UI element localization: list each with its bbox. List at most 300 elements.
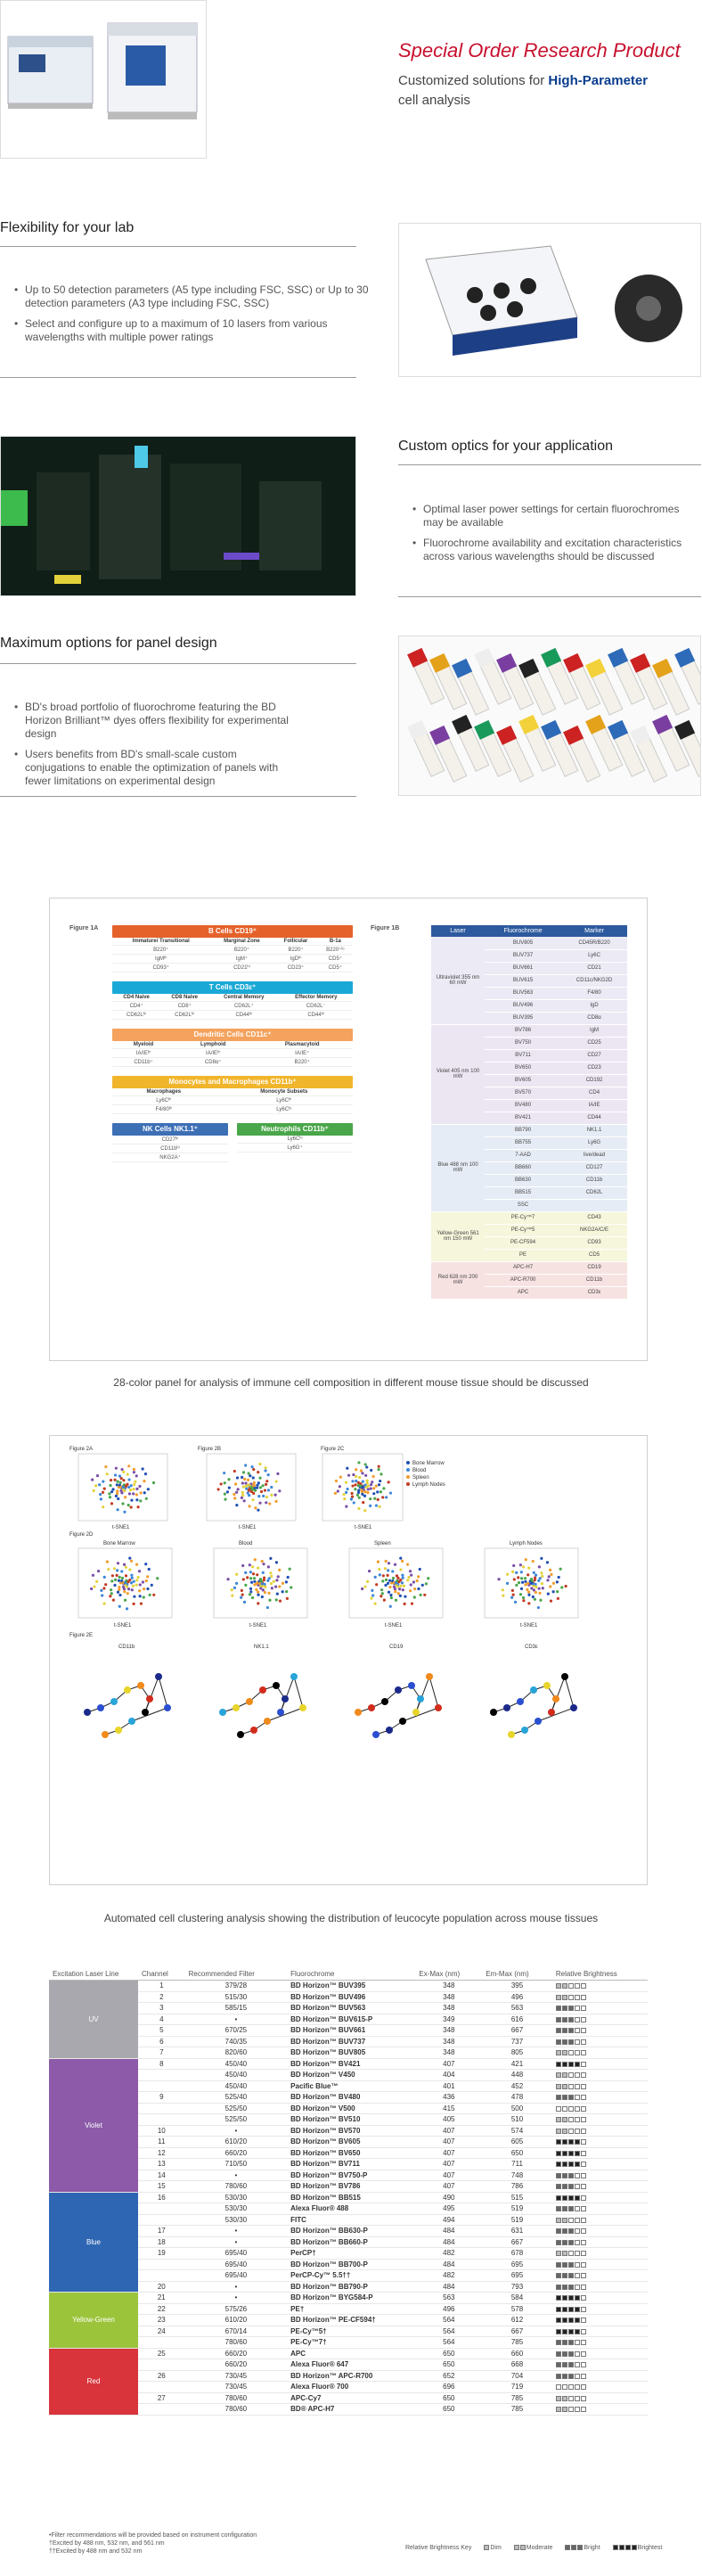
- tsne-point: [274, 1494, 277, 1497]
- tsne-point: [261, 1560, 264, 1563]
- tsne-point: [381, 1579, 384, 1582]
- trajectory-node: [250, 1727, 257, 1734]
- tissue-label: Lymph Nodes: [510, 1541, 543, 1546]
- tsne-point: [231, 1595, 233, 1597]
- fluorochrome-table: [49, 1968, 648, 2416]
- footnote: †Excited by 488 nm, 532 nm, and 561 nm: [49, 2540, 165, 2547]
- tsne-point: [243, 1601, 246, 1604]
- tsne-point: [506, 1582, 509, 1585]
- tsne-point: [110, 1479, 112, 1481]
- tsne-point: [144, 1563, 147, 1565]
- tsne-point: [245, 1485, 248, 1488]
- tsne-point: [541, 1582, 543, 1585]
- tsne-point: [91, 1479, 94, 1481]
- tsne-point: [337, 1489, 339, 1492]
- tsne-point: [526, 1582, 529, 1585]
- tsne-point: [127, 1504, 130, 1506]
- tsne-point: [127, 1486, 130, 1489]
- tsne-point: [346, 1467, 348, 1470]
- tsne-point: [546, 1561, 549, 1563]
- tsne-point: [360, 1469, 363, 1472]
- tsne-point: [556, 1580, 559, 1583]
- tsne-point: [517, 1576, 519, 1579]
- instrument-photo: [0, 0, 207, 159]
- tsne-point: [257, 1509, 259, 1512]
- tsne-point: [148, 1568, 151, 1571]
- tsne-point: [356, 1494, 359, 1497]
- tsne-point: [399, 1568, 402, 1571]
- table-row: 26 730/45 BD Horizon™ APC-R700 652 704: [49, 2370, 648, 2382]
- tsne-point: [257, 1602, 259, 1604]
- tsne-point: [145, 1497, 148, 1500]
- tsne-point: [535, 1591, 537, 1594]
- tsne-point: [110, 1502, 113, 1505]
- tsne-point: [527, 1566, 530, 1569]
- tsne-point: [279, 1600, 282, 1603]
- tsne-point: [276, 1593, 279, 1596]
- tsne-point: [249, 1593, 251, 1596]
- tissue-label: Blood: [239, 1541, 253, 1546]
- trajectory-edge: [403, 1708, 438, 1721]
- table-row: 18 • BD Horizon™ BB660-P 484 667: [49, 2236, 648, 2248]
- tsne-point: [118, 1605, 121, 1608]
- tsne-point: [275, 1480, 278, 1482]
- tsne-point: [355, 1480, 357, 1482]
- tsne-point: [249, 1571, 252, 1573]
- tsne-point: [365, 1465, 368, 1468]
- page-title: Special Order Research Product: [398, 39, 681, 62]
- tsne-point: [235, 1491, 238, 1494]
- tsne-point: [358, 1476, 361, 1479]
- table-row: 20 • BD Horizon™ BB790-P 484 793: [49, 2281, 648, 2293]
- tsne-point: [251, 1596, 254, 1599]
- tsne-point: [126, 1607, 128, 1610]
- reagent-vials-photo: [398, 636, 701, 796]
- trajectory-edge: [132, 1708, 167, 1721]
- tsne-point: [138, 1589, 141, 1592]
- bullet: • Users benefits from BD's small-scale custom conjugations to enable the optimization of panels with fewer limitations on experimental design: [12, 748, 289, 788]
- tsne-point: [240, 1596, 242, 1599]
- tsne-point: [370, 1597, 372, 1600]
- tsne-point: [268, 1502, 271, 1505]
- tsne-point: [116, 1508, 118, 1511]
- tsne-point: [334, 1492, 337, 1495]
- tsne-point: [96, 1474, 99, 1477]
- figure-label: Figure 2A: [69, 1447, 94, 1452]
- tsne-point: [385, 1579, 388, 1581]
- tsne-point: [413, 1596, 416, 1598]
- tsne-point: [402, 1577, 404, 1579]
- tsne-point: [228, 1487, 231, 1489]
- tsne-point: [116, 1569, 118, 1571]
- tsne-point: [124, 1599, 127, 1602]
- tsne-point: [143, 1480, 145, 1482]
- tsne-point: [409, 1570, 412, 1572]
- tsne-point: [256, 1487, 258, 1489]
- tsne-point: [369, 1505, 371, 1507]
- tsne-point: [135, 1493, 138, 1496]
- bullet: • Optimal laser power settings for certain fluorochromes may be available: [411, 503, 696, 529]
- tsne-point: [102, 1491, 104, 1494]
- tsne-point: [365, 1486, 368, 1489]
- tsne-point: [139, 1595, 142, 1597]
- tsne-point: [380, 1588, 383, 1591]
- tsne-point: [367, 1488, 370, 1490]
- trajectory-node: [115, 1727, 122, 1734]
- tsne-point: [94, 1484, 97, 1487]
- trajectory-node: [164, 1704, 171, 1711]
- table-row: 4 • BD Horizon™ BUV615-P 349 616: [49, 2014, 648, 2025]
- table-row: 11 610/20 BD Horizon™ BV605 407 605: [49, 2137, 648, 2148]
- tsne-point: [512, 1564, 515, 1567]
- tsne-point: [385, 1560, 388, 1563]
- tsne-point: [264, 1469, 266, 1472]
- trajectory-node: [102, 1731, 109, 1738]
- tsne-point: [260, 1579, 263, 1582]
- tsne-point: [265, 1483, 267, 1486]
- tsne-point: [110, 1490, 113, 1493]
- population-title: B Cells CD19⁺: [112, 925, 353, 938]
- trajectory-node: [570, 1704, 577, 1711]
- tsne-point: [127, 1580, 129, 1583]
- tsne-point: [419, 1568, 421, 1571]
- tsne-point: [410, 1573, 412, 1576]
- tsne-point: [399, 1595, 402, 1597]
- tsne-point: [244, 1464, 247, 1466]
- tsne-point: [136, 1576, 139, 1579]
- table-row: 5 670/25 BD Horizon™ BUV661 348 667: [49, 2025, 648, 2037]
- tsne-point: [497, 1578, 500, 1580]
- tsne-point: [114, 1473, 117, 1476]
- tsne-point: [130, 1505, 133, 1508]
- table-row: 23 610/20 BD Horizon™ PE-CF594† 564 612: [49, 2315, 648, 2326]
- tsne-point: [252, 1476, 255, 1479]
- tsne-point: [362, 1501, 364, 1504]
- tsne-point: [502, 1588, 504, 1591]
- tsne-point: [398, 1587, 401, 1590]
- trajectory-node: [412, 1709, 420, 1716]
- tsne-point: [132, 1492, 135, 1495]
- table-row: 2 515/30 BD Horizon™ BUV496 348 496: [49, 1991, 648, 2003]
- tsne-point: [518, 1581, 520, 1584]
- tsne-point: [137, 1505, 140, 1508]
- tsne-point: [361, 1493, 363, 1496]
- tsne-point: [533, 1588, 535, 1591]
- tsne-point: [118, 1576, 121, 1579]
- column-header: Relative Brightness: [552, 1968, 648, 1981]
- tsne-point: [123, 1511, 126, 1514]
- trajectory-node: [233, 1704, 240, 1711]
- tsne-point: [241, 1476, 243, 1479]
- tsne-point: [117, 1562, 119, 1564]
- tsne-point: [397, 1580, 400, 1583]
- tsne-point: [366, 1491, 369, 1494]
- table-row: Yellow-Green 21 • BD Horizon™ BYG584-P 563 584: [49, 2293, 648, 2304]
- tsne-point: [559, 1568, 562, 1571]
- tsne-point: [263, 1579, 265, 1581]
- tsne-point: [537, 1579, 540, 1582]
- tsne-point: [117, 1497, 119, 1500]
- figure-label: Figure 2C: [321, 1447, 345, 1452]
- tsne-point: [259, 1587, 262, 1589]
- tsne-point: [547, 1593, 550, 1596]
- figure-2-panel: [49, 1435, 648, 1885]
- tsne-point: [401, 1560, 404, 1563]
- brightness-key: [405, 2545, 662, 2551]
- tsne-point: [261, 1582, 264, 1585]
- tsne-point: [135, 1474, 138, 1477]
- tsne-point: [133, 1596, 135, 1598]
- figure-label: Figure 2B: [198, 1447, 222, 1452]
- tsne-point: [513, 1578, 516, 1580]
- trajectory-edge: [267, 1708, 303, 1721]
- tsne-point: [546, 1579, 549, 1581]
- tsne-point: [130, 1499, 133, 1502]
- tsne-point: [540, 1571, 543, 1574]
- tsne-point: [146, 1575, 149, 1578]
- tsne-point: [127, 1592, 129, 1595]
- trajectory-node: [490, 1709, 497, 1716]
- cell-population-groups: [112, 925, 353, 1162]
- tsne-point: [364, 1474, 367, 1477]
- tsne-point: [249, 1563, 251, 1566]
- trajectory-node: [503, 1704, 510, 1711]
- tsne-point: [524, 1577, 526, 1579]
- tsne-point: [264, 1489, 266, 1491]
- tsne-point: [409, 1589, 412, 1592]
- tsne-point: [351, 1484, 354, 1487]
- tsne-point: [535, 1586, 537, 1588]
- tsne-point: [250, 1465, 253, 1468]
- legend-swatch: [406, 1461, 410, 1464]
- tsne-point: [220, 1482, 223, 1485]
- trajectory-node: [381, 1698, 388, 1705]
- tsne-point: [276, 1473, 279, 1475]
- table-row: Violet 8 450/40 BD Horizon™ BV421 407 421: [49, 2058, 648, 2070]
- tsne-point: [387, 1582, 389, 1585]
- figure-1-panel: [49, 898, 648, 1361]
- table-row: 3 585/15 BD Horizon™ BUV563 348 563: [49, 2003, 648, 2014]
- tsne-point: [119, 1481, 122, 1484]
- column-header: Channel: [138, 1968, 185, 1981]
- tsne-point: [241, 1497, 243, 1499]
- tsne-point: [371, 1589, 373, 1592]
- tsne-point: [248, 1505, 250, 1507]
- trajectory-node: [84, 1709, 91, 1716]
- tsne-point: [241, 1564, 244, 1567]
- tsne-point: [258, 1463, 261, 1465]
- tsne-point: [363, 1495, 366, 1497]
- tsne-point: [129, 1489, 132, 1491]
- tsne-point: [395, 1581, 397, 1584]
- tsne-point: [102, 1602, 105, 1604]
- tsne-point: [139, 1499, 142, 1502]
- tsne-point: [372, 1492, 375, 1495]
- tissue-label: Spleen: [374, 1541, 391, 1546]
- tsne-point: [282, 1582, 284, 1585]
- tsne-point: [244, 1571, 247, 1574]
- trajectory-node: [548, 1709, 555, 1716]
- tsne-point: [363, 1490, 366, 1493]
- tsne-point: [95, 1580, 98, 1583]
- tsne-point: [224, 1481, 226, 1484]
- tsne-point: [243, 1478, 246, 1481]
- tsne-point: [278, 1585, 281, 1587]
- tsne-point: [377, 1498, 380, 1501]
- tsne-point: [113, 1567, 116, 1570]
- tsne-point: [274, 1586, 277, 1588]
- tsne-point: [526, 1573, 529, 1576]
- axis-label: t-SNE1: [112, 1525, 130, 1530]
- trajectory-node: [399, 1718, 406, 1725]
- tsne-point: [522, 1565, 525, 1568]
- tsne-point: [247, 1491, 249, 1494]
- tsne-point: [388, 1562, 390, 1564]
- figure-2-caption: Automated cell clustering analysis showing the distribution of leucocyte population across mouse tissues: [103, 1912, 599, 1924]
- trajectory-node: [277, 1709, 284, 1716]
- trajectory-node: [264, 1718, 271, 1725]
- tsne-point: [122, 1471, 125, 1473]
- tsne-point: [346, 1488, 348, 1490]
- tissue-label: Bone Marrow: [103, 1541, 135, 1546]
- tsne-point: [135, 1498, 138, 1501]
- tsne-point: [371, 1481, 373, 1483]
- table-row: 525/50 BD Horizon™ BV510 405 510: [49, 2114, 648, 2126]
- trajectory-node: [395, 1686, 402, 1694]
- table-row: 14 • BD Horizon™ BV750-P 407 748: [49, 2170, 648, 2181]
- tsne-point: [402, 1588, 404, 1591]
- tsne-point: [250, 1581, 253, 1584]
- tsne-point: [374, 1576, 377, 1579]
- tsne-point: [378, 1483, 380, 1486]
- tsne-point: [242, 1471, 245, 1473]
- tsne-point: [264, 1591, 266, 1594]
- trajectory-node: [408, 1682, 415, 1689]
- tsne-point: [267, 1592, 270, 1595]
- tsne-point: [270, 1575, 273, 1578]
- trajectory-node: [372, 1731, 380, 1738]
- tsne-point: [151, 1584, 153, 1587]
- tsne-point: [375, 1485, 378, 1488]
- tsne-point: [550, 1600, 552, 1603]
- tsne-point: [241, 1481, 244, 1484]
- tsne-point: [124, 1581, 127, 1584]
- tsne-point: [132, 1488, 135, 1490]
- trajectory-node: [219, 1709, 226, 1716]
- tsne-point: [93, 1489, 95, 1492]
- tsne-point: [122, 1479, 125, 1481]
- tsne-point: [251, 1565, 254, 1568]
- page-subtitle: [398, 71, 665, 111]
- tsne-point: [243, 1499, 246, 1502]
- tsne-point: [92, 1574, 94, 1577]
- tsne-point: [290, 1586, 292, 1588]
- figure-label: Figure 1B: [371, 925, 400, 931]
- tsne-point: [233, 1497, 236, 1499]
- tsne-point: [241, 1491, 244, 1494]
- tsne-point: [552, 1582, 555, 1585]
- trajectory-edge: [565, 1677, 574, 1708]
- tsne-point: [115, 1574, 118, 1577]
- tsne-point: [261, 1596, 264, 1598]
- trajectory-node: [552, 1695, 559, 1702]
- tsne-point: [380, 1473, 382, 1475]
- legend-entry: Lymph Nodes: [412, 1482, 445, 1488]
- tsne-point: [342, 1493, 345, 1496]
- tsne-point: [102, 1505, 104, 1508]
- column-header: Em-Max (nm): [482, 1968, 552, 1981]
- table-row: 530/30 FITC 494 519: [49, 2214, 648, 2226]
- table-row: 24 670/14 PE-Cy™5† 564 667: [49, 2326, 648, 2337]
- tsne-point: [241, 1594, 244, 1596]
- tsne-point: [361, 1486, 363, 1489]
- tsne-point: [140, 1603, 143, 1605]
- tsne-point: [376, 1490, 379, 1493]
- tsne-point: [345, 1505, 347, 1507]
- tsne-point: [278, 1489, 281, 1492]
- tsne-point: [109, 1496, 111, 1498]
- table-row: 780/60 BD® APC-H7 650 785: [49, 2404, 648, 2416]
- tsne-point: [378, 1465, 380, 1468]
- tsne-point: [275, 1579, 278, 1581]
- tsne-point: [264, 1586, 266, 1588]
- trajectory-node: [435, 1704, 442, 1711]
- tsne-point: [343, 1497, 346, 1500]
- trajectory-node: [237, 1731, 244, 1738]
- tsne-point: [254, 1506, 257, 1509]
- tsne-point: [364, 1463, 367, 1465]
- tsne-point: [134, 1481, 136, 1483]
- tsne-point: [542, 1587, 544, 1589]
- tsne-point: [401, 1581, 404, 1584]
- tsne-point: [257, 1495, 260, 1497]
- tsne-point: [394, 1563, 396, 1566]
- tsne-point: [135, 1563, 138, 1566]
- tsne-point: [235, 1582, 238, 1585]
- tsne-point: [244, 1481, 247, 1484]
- population-title: T Cells CD3ε⁺: [112, 981, 353, 994]
- tsne-point: [142, 1580, 144, 1583]
- table-row: 9 525/40 BD Horizon™ BV480 436 478: [49, 2092, 648, 2104]
- tsne-point: [404, 1603, 406, 1605]
- tsne-point: [106, 1473, 109, 1475]
- tsne-point: [100, 1497, 102, 1500]
- tsne-point: [371, 1594, 374, 1596]
- tsne-point: [262, 1571, 265, 1574]
- subtitle-text: Customized solutions for: [398, 73, 549, 88]
- tsne-point: [111, 1488, 114, 1490]
- tsne-point: [130, 1574, 133, 1577]
- table-row: 15 780/60 BD Horizon™ BV786 407 786: [49, 2181, 648, 2193]
- tsne-point: [420, 1594, 422, 1596]
- trajectory-node: [142, 1709, 149, 1716]
- tsne-point: [515, 1571, 518, 1574]
- legend-swatch: [406, 1468, 410, 1472]
- tsne-point: [556, 1590, 559, 1593]
- tsne-point: [389, 1605, 392, 1608]
- tsne-point: [102, 1587, 105, 1589]
- tsne-point: [388, 1591, 390, 1594]
- tsne-point: [128, 1557, 131, 1560]
- optics-bullets: [411, 503, 696, 570]
- tsne-point: [258, 1477, 261, 1480]
- legend-entry: Blood: [412, 1468, 427, 1473]
- key-dim: Dim: [484, 2545, 501, 2551]
- population-title: Monocytes and Macrophages CD11b⁺: [112, 1076, 353, 1088]
- tsne-point: [152, 1594, 155, 1596]
- trajectory-node: [97, 1704, 104, 1711]
- section-title-flexibility: Flexibility for your lab: [0, 220, 135, 235]
